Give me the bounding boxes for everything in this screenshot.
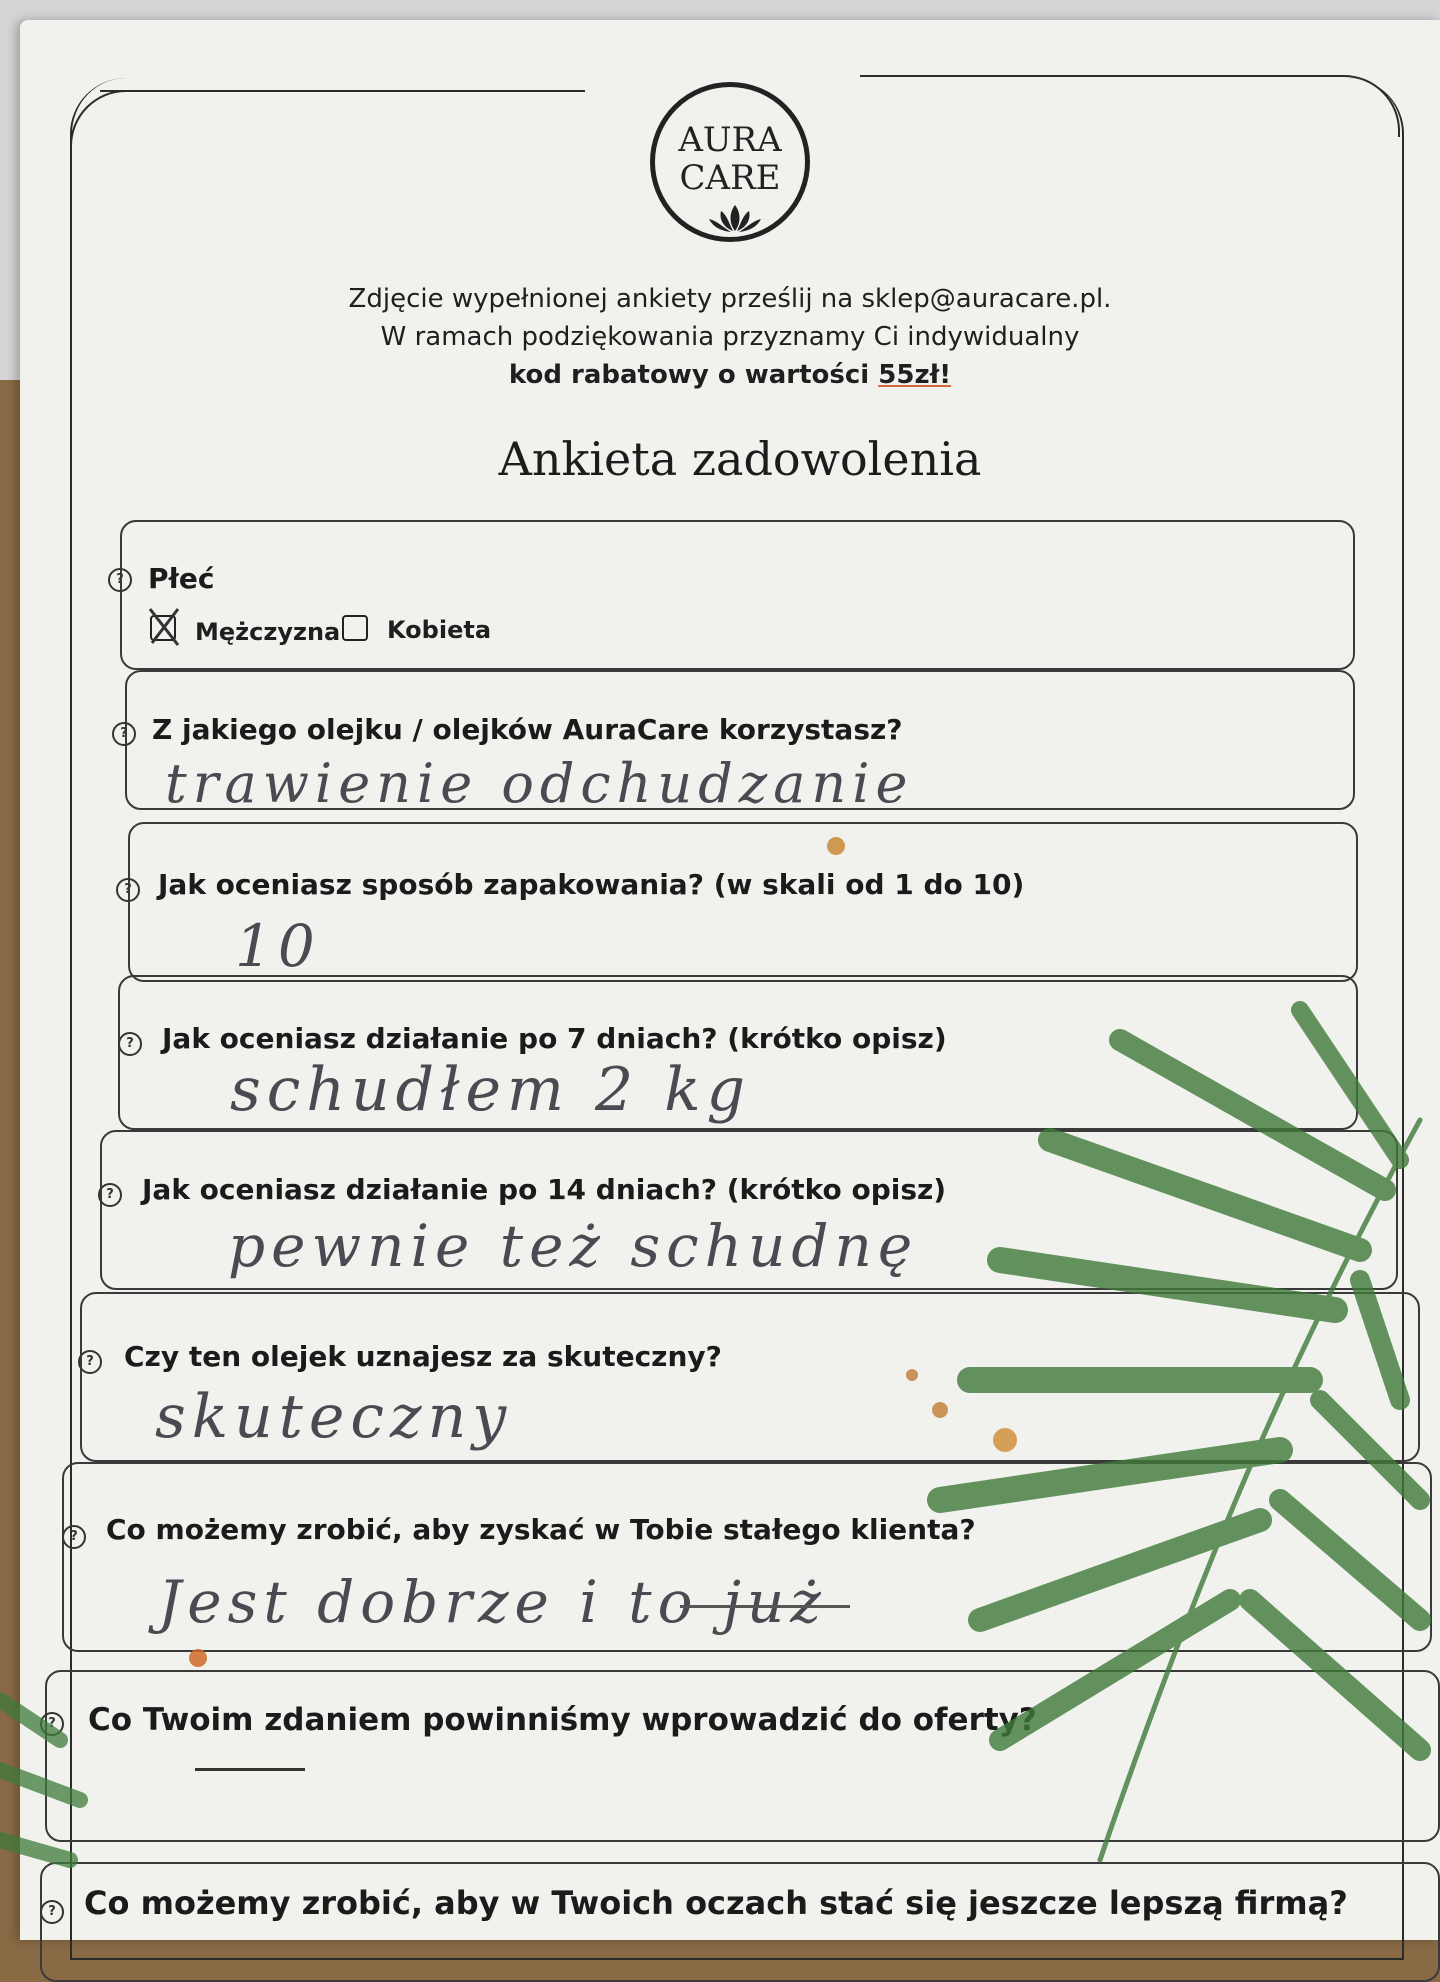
survey-title: Ankieta zadowolenia — [498, 432, 982, 486]
answer-3: schudłem 2 kg — [230, 1055, 752, 1125]
answer-4: pewnie też schudnę — [228, 1212, 919, 1280]
question-box-8 — [40, 1862, 1440, 1982]
frame-line — [860, 75, 1330, 77]
answer-6: Jest dobrze i to już — [158, 1568, 827, 1636]
option-female-label: Kobieta — [387, 616, 492, 644]
pen-underline — [195, 1768, 305, 1771]
lotus-icon — [707, 203, 763, 233]
discount-amount: 55zł! — [878, 360, 952, 390]
question-8-label: Co możemy zrobić, aby w Twoich oczach stać się jeszcze lepszą firmą? — [84, 1884, 1348, 1922]
checkbox-female[interactable] — [342, 615, 368, 641]
intro-line-3 — [280, 356, 1180, 394]
question-gender-label: Płeć — [148, 562, 215, 595]
answer-2: 10 — [235, 912, 321, 980]
question-2-label: Jak oceniasz sposób zapakowania? (w skali od 1 do 10) — [158, 868, 1025, 901]
logo-line-1: AURA — [678, 120, 782, 160]
option-male-label: Mężczyzna — [195, 618, 341, 646]
intro-text — [280, 280, 1180, 394]
question-box-gender — [120, 520, 1355, 670]
question-circle-icon: ? — [108, 568, 132, 592]
question-circle-icon: ? — [78, 1350, 102, 1374]
intro-line-2: W ramach podziękowania przyznamy Ci indywidualny — [380, 322, 1080, 352]
question-circle-icon: ? — [118, 1032, 142, 1056]
question-circle-icon: ? — [116, 878, 140, 902]
question-7-label: Co Twoim zdaniem powinniśmy wprowadzić do oferty? — [88, 1702, 1037, 1738]
question-3-label: Jak oceniasz działanie po 7 dniach? (krótko opisz) — [162, 1022, 947, 1055]
intro-line-3-prefix: kod rabatowy o wartości — [508, 360, 879, 390]
question-circle-icon: ? — [112, 722, 136, 746]
question-circle-icon: ? — [62, 1525, 86, 1549]
strikethrough-line — [680, 1605, 850, 1608]
question-circle-icon: ? — [98, 1183, 122, 1207]
question-circle-icon: ? — [40, 1900, 64, 1924]
logo-line-2: CARE — [679, 158, 781, 198]
auracare-logo — [650, 82, 810, 242]
question-box-7 — [45, 1670, 1440, 1842]
checkbox-male[interactable] — [150, 615, 176, 641]
check-mark-icon — [144, 603, 184, 647]
question-circle-icon: ? — [40, 1712, 64, 1736]
question-6-label: Co możemy zrobić, aby zyskać w Tobie stałego klienta? — [106, 1513, 976, 1546]
answer-1: trawienie odchudzanie — [165, 752, 914, 815]
question-1-label: Z jakiego olejku / olejków AuraCare korzystasz? — [152, 713, 903, 746]
intro-line-1: Zdjęcie wypełnionej ankiety prześlij na sklep@auracare.pl. — [348, 284, 1112, 314]
question-5-label: Czy ten olejek uznajesz za skuteczny? — [124, 1340, 722, 1373]
answer-5: skuteczny — [155, 1382, 513, 1452]
question-4-label: Jak oceniasz działanie po 14 dniach? (krótko opisz) — [142, 1173, 947, 1206]
